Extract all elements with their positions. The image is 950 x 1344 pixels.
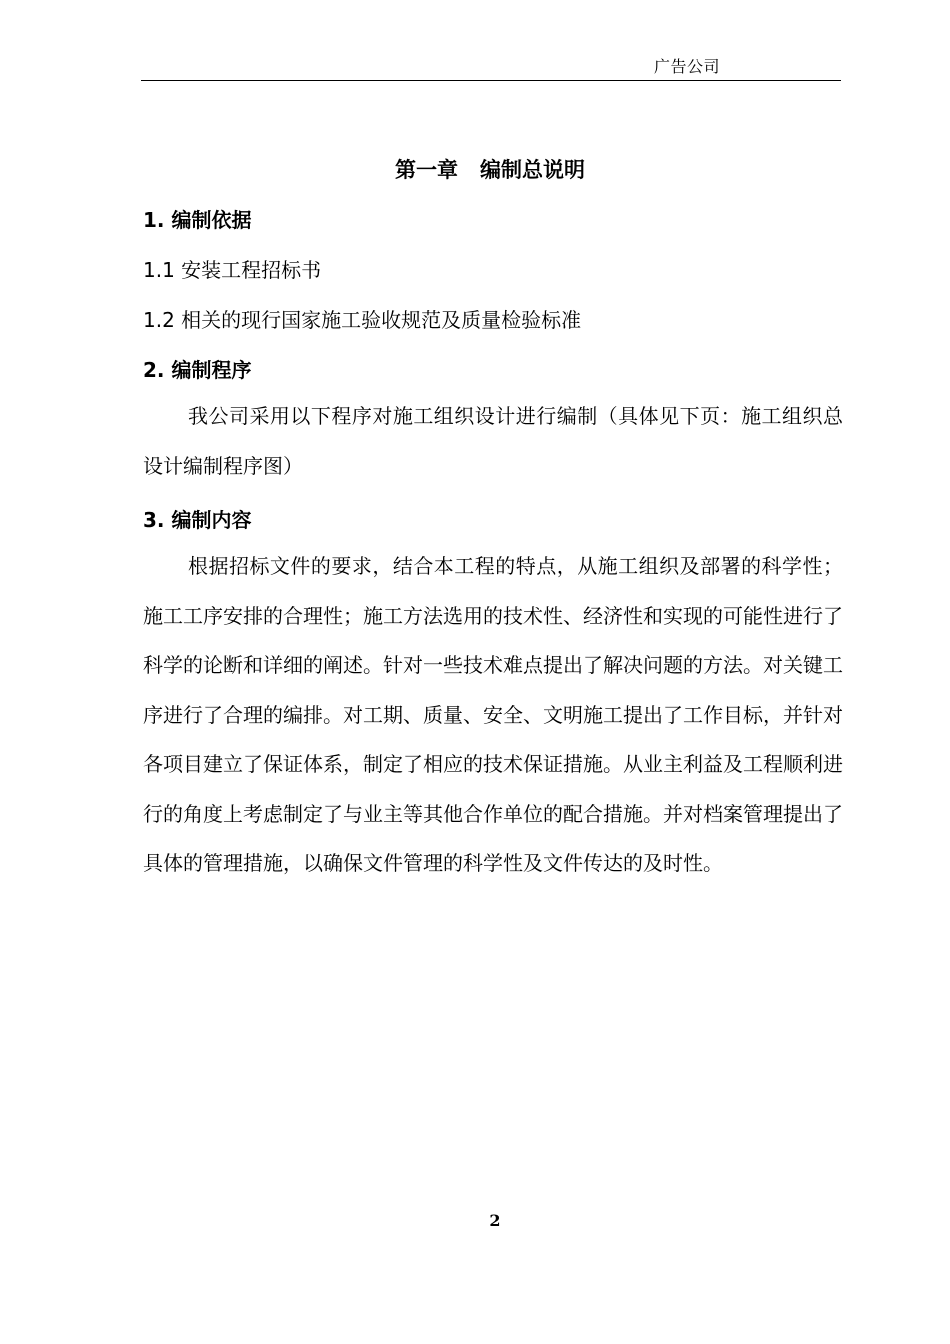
section-heading-content: 3. 编制内容: [143, 508, 252, 532]
header-company-name: 广告公司: [654, 57, 721, 76]
page-number: 2: [489, 1211, 501, 1230]
procedure-paragraph: 我公司采用以下程序对施工组织设计进行编制（具体见下页：施工组织总设计编制程序图）: [143, 404, 843, 478]
basis-item-1: 1.1 安装工程招标书: [143, 258, 322, 282]
section-heading-procedure: 2. 编制程序: [143, 358, 252, 382]
header-divider: [141, 80, 841, 81]
basis-item-2: 1.2 相关的现行国家施工验收规范及质量检验标准: [143, 308, 582, 332]
section-heading-basis: 1. 编制依据: [143, 208, 252, 232]
content-paragraph: 根据招标文件的要求，结合本工程的特点，从施工组织及部署的科学性；施工工序安排的合理性；施工方法选用的技术性、经济性和实现的可能性进行了科学的论断和详细的阐述。针对一些技术难点提出了解决问题的方法。对关键工序进行了合理的编排。对工期、质量、安全、文明施工提出了工作目标，并针对各项目建立了保证体系，制定了相应的技术保证措施。从业主利益及工程顺利进行的角度上考虑制定了与业主等其他合作单位的配合措施。并对档案管理提出了具体的管理措施，以确保文件管理的科学性及文件传达的及时性。: [143, 554, 843, 875]
chapter-title: 第一章 编制总说明: [395, 158, 585, 182]
